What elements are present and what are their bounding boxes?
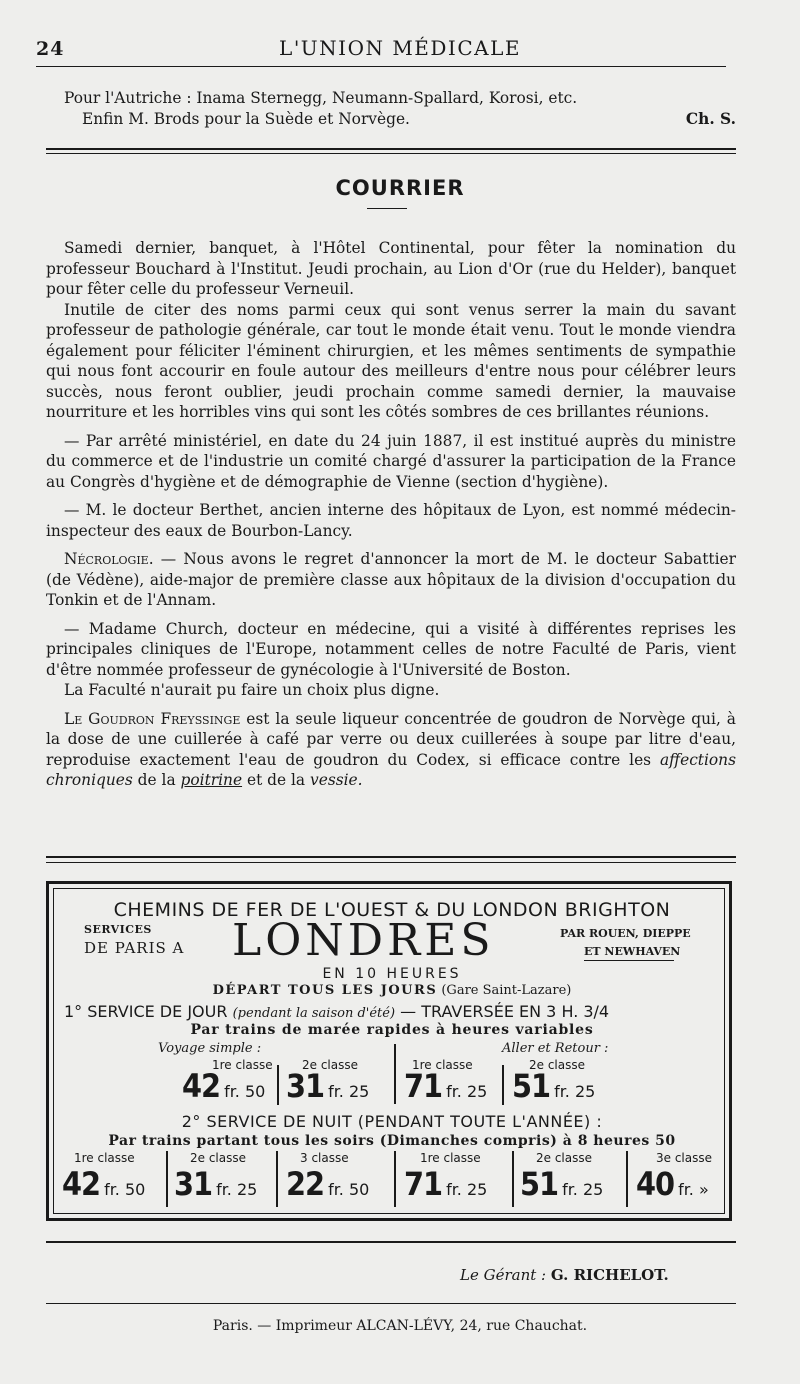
ad-trains-maree: Par trains de marée rapides à heures variables — [190, 1022, 594, 1038]
footer-rule-bottom — [46, 1303, 736, 1304]
fare-francs: 31 — [174, 1165, 213, 1203]
ad-services: SERVICES — [84, 923, 152, 936]
fare-cents: fr. 25 — [446, 1180, 488, 1199]
ad-via-line-2: ET NEWHAVEN — [584, 945, 681, 958]
fare-separator — [502, 1065, 504, 1105]
title-underline — [367, 208, 407, 209]
fare-francs: 22 — [286, 1165, 325, 1203]
fare-class-label: 3 classe — [300, 1151, 349, 1165]
fare-separator — [394, 1151, 396, 1207]
ad-londres: LONDRES — [232, 915, 495, 966]
section-title: COURRIER — [335, 176, 465, 200]
ad-aller-retour: Aller et Retour : — [502, 1041, 609, 1056]
fare-separator — [276, 1151, 278, 1207]
fare-cents: fr. 25 — [554, 1082, 596, 1101]
section-rule-top-2 — [46, 153, 736, 154]
fare-francs: 51 — [520, 1165, 559, 1203]
service-1-season: (pendant la saison d'été) — [232, 1006, 396, 1021]
fare-price — [636, 1165, 709, 1203]
ad-headline: CHEMINS DE FER DE L'OUEST & DU LONDON BRIGHTON — [113, 899, 671, 921]
fare-cents: fr. » — [678, 1180, 709, 1199]
necrologie-text: — Nous avons le regret d'annoncer la mort de M. le docteur Sabattier (de Védène), aide-major de première classe aux hôpitaux de la division d'occupation du Tonkin et de l'Annam. — [46, 550, 736, 609]
fare-cents: fr. 50 — [328, 1180, 370, 1199]
courrier-body — [46, 238, 736, 791]
fare-francs: 71 — [404, 1165, 443, 1203]
fare-price — [286, 1165, 369, 1203]
gerant-label: Le Gérant : — [460, 1266, 547, 1284]
fare-cents: fr. 50 — [224, 1082, 266, 1101]
goudron-italic-3: vessie. — [310, 771, 363, 789]
paragraph-necrologie — [46, 549, 736, 611]
fare-separator — [512, 1151, 514, 1207]
ad-via-line-1: PAR ROUEN, DIEPPE — [560, 927, 691, 940]
fare-francs: 71 — [404, 1067, 443, 1105]
section-rule-bottom-2 — [46, 862, 736, 863]
section-rule-bottom — [46, 856, 736, 858]
ad-service-2: 2° SERVICE DE NUIT (PENDANT TOUTE L'ANNÉE) : — [181, 1112, 603, 1131]
ad-fare-divider — [394, 1044, 396, 1104]
ad-en-10-heures: EN 10 HEURES — [322, 966, 462, 982]
fare-class-label: 2e classe — [536, 1151, 593, 1165]
service-1-title: 1° SERVICE DE JOUR — [64, 1002, 228, 1021]
imprimeur-line: Paris. — Imprimeur ALCAN-LÉVY, 24, rue Chauchat. — [212, 1318, 588, 1334]
gerant-name: G. RICHELOT. — [550, 1266, 669, 1284]
fare-price — [404, 1165, 487, 1203]
ad-depart-line — [54, 983, 730, 998]
goudron-label: Le Goudron Freyssinge — [64, 709, 241, 728]
ad-trains-soirs: Par trains partant tous les soirs (Dimanches compris) à 8 heures 50 — [108, 1133, 676, 1149]
ad-gare: (Gare Saint-Lazare) — [441, 983, 572, 998]
fare-cents: fr. 25 — [216, 1180, 258, 1199]
goudron-text: est la seule liqueur concentrée de goudron de Norvège qui, à la dose de une cuillerée à café par verre ou deux cuillerées à soupe par litre d'eau, reproduise exactement l'eau de goudron du Codex, si efficace contre les — [46, 709, 736, 769]
paragraph-inutile: Inutile de citer des noms parmi ceux qui sont venus serrer la main du savant professeur de pathologie générale, car tout le monde était venu. Tout le monde viendra également pour féliciter l'éminent chirurgien, et les mêmes sentiments de sympathie qui nous font accourir en foule autour des meilleurs d'entre nous pour célébrer leurs succès, nous feront oublier, jeudi prochain comme samedi dernier, la mauvaise nourriture et les horribles vins qui sont les côtés sombres de ces brillantes réunions. — [46, 300, 736, 421]
fare-cents: fr. 25 — [446, 1082, 488, 1101]
fare-class-label: 1re classe — [412, 1058, 473, 1072]
paragraph-arrete: — Par arrêté ministériel, en date du 24 juin 1887, il est institué auprès du ministre du commerce et de l'industrie un comité chargé d'assurer la participation de la France au Congrès d'hygiène et de démographie de Vienne (section d'hygiène). — [46, 431, 736, 491]
fare-price — [286, 1067, 369, 1105]
fare-price — [520, 1165, 603, 1203]
fare-separator — [626, 1151, 628, 1207]
ad-service-1 — [64, 1002, 609, 1021]
fare-price — [404, 1067, 487, 1105]
fare-francs: 42 — [62, 1165, 101, 1203]
gerant-line — [460, 1266, 669, 1284]
goudron-italic-2: poitrine — [180, 771, 243, 789]
footer-rule-top — [46, 1241, 736, 1243]
fare-francs: 31 — [286, 1067, 325, 1105]
fare-price — [174, 1165, 257, 1203]
ad-via-underline — [584, 960, 674, 961]
intro-line-1: Pour l'Autriche : Inama Sternegg, Neumann-Spallard, Korosi, etc. — [64, 89, 578, 107]
page-number: 24 — [36, 38, 65, 60]
fare-francs: 51 — [512, 1067, 551, 1105]
fare-separator — [166, 1151, 168, 1207]
ad-depart: DÉPART TOUS LES JOURS — [212, 983, 438, 998]
paragraph-church: — Madame Church, docteur en médecine, qui a visité à différentes reprises les principales cliniques de l'Europe, notamment celles de notre Faculté de Paris, vient d'être nommée professeur de gynécologie à l'Université de Boston. — [46, 619, 736, 679]
intro-line-2: Enfin M. Brods pour la Suède et Norvège. — [82, 109, 410, 128]
fare-class-label: 3e classe — [656, 1151, 713, 1165]
intro-block — [46, 88, 736, 129]
fare-francs: 40 — [636, 1165, 675, 1203]
fare-cents: fr. 25 — [562, 1180, 604, 1199]
journal-title: L'UNION MÉDICALE — [279, 36, 521, 60]
goudron-italic: affections chroniques — [46, 750, 736, 789]
header-rule — [36, 66, 726, 67]
fare-price — [512, 1067, 595, 1105]
paragraph-banquet: Samedi dernier, banquet, à l'Hôtel Continental, pour fêter la nomination du professeur Bouchard à l'Institut. Jeudi prochain, au Lion d'Or (rue du Helder), banquet pour fêter celle du professeur Verneuil. — [46, 239, 736, 298]
fare-class-label: 2e classe — [190, 1151, 247, 1165]
goudron-tail-2: et de la — [246, 771, 306, 789]
fare-separator — [277, 1065, 279, 1105]
fare-class-label: 2e classe — [529, 1058, 586, 1072]
paragraph-goudron — [46, 709, 736, 791]
fare-cents: fr. 50 — [104, 1180, 146, 1199]
fare-price — [62, 1165, 145, 1203]
ad-voyage-simple: Voyage simple : — [158, 1041, 262, 1056]
fare-class-label: 1re classe — [420, 1151, 481, 1165]
intro-signature: Ch. S. — [685, 109, 736, 128]
paragraph-berthet: — M. le docteur Berthet, ancien interne des hôpitaux de Lyon, est nommé médecin-inspecteur des eaux de Bourbon-Lancy. — [46, 501, 736, 540]
fare-francs: 42 — [182, 1067, 221, 1105]
fare-class-label: 1re classe — [212, 1058, 273, 1072]
fare-class-label: 1re classe — [74, 1151, 135, 1165]
fare-price — [182, 1067, 265, 1105]
fare-class-label: 2e classe — [302, 1058, 359, 1072]
goudron-tail-1: de la — [137, 771, 176, 789]
service-1-crossing: — TRAVERSÉE EN 3 H. 3/4 — [400, 1002, 610, 1021]
necrologie-label: Nécrologie. — [64, 550, 154, 568]
ad-de-paris-a: DE PARIS A — [84, 939, 185, 957]
section-rule-top — [46, 148, 736, 150]
advertisement-inner-frame — [53, 888, 725, 1214]
fare-cents: fr. 25 — [328, 1082, 370, 1101]
railway-advertisement — [46, 881, 732, 1221]
paragraph-faculte: La Faculté n'aurait pu faire un choix plus digne. — [64, 681, 440, 699]
